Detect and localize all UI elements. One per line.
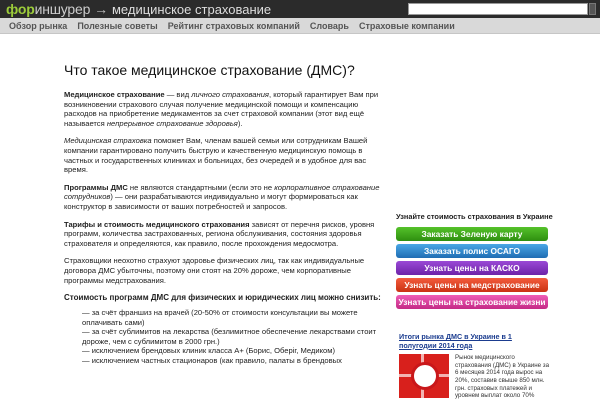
text-fragment: , который гарантирует Вам при возникновении страхового случая получение медицинской помощи и компенсацию расходов на приобретение медикаментов за счет страховой компании (этот вид ещё называется (64, 90, 379, 128)
list-item: — за счёт сублимитов на лекарства (безлимитное обеспечение лекарствами стоит дороже, чем с сублимитом в 2000 грн.) (82, 327, 377, 346)
sidebar-title: Узнайте стоимость страхования в Украине (396, 212, 553, 221)
nav-item-insurer-rating[interactable]: Рейтинг страховых компаний (167, 20, 300, 31)
thumbnail-disc (411, 362, 439, 390)
logo-bold-part: фор (6, 1, 35, 17)
term-personal-insurance: личного страхования (191, 90, 269, 99)
news-thumbnail[interactable] (399, 354, 449, 398)
text-fragment: зависят от перечня рисков, уровня программ, количества застрахованных, региона обслуживания, состояния здоровья страхователя и определяются, как правило, после прохождения медосмотра. (64, 219, 375, 248)
site-tagline: медицинское страхование (111, 1, 272, 17)
term-medical-policy: Медицинская страховка (64, 136, 152, 146)
paragraph-definition (64, 90, 386, 128)
search-input[interactable] (408, 3, 588, 15)
term-continuous-insurance: непрерывное страхование здоровья (106, 118, 238, 128)
news-link[interactable]: Итоги рынка ДМС в Украине в 1 полугодии 2014 года (399, 332, 512, 350)
order-green-card-button[interactable]: Заказать Зеленую карту (396, 227, 548, 241)
search-button[interactable] (589, 3, 596, 15)
top-bar (0, 0, 600, 18)
news-excerpt: Рынок медицинского страхования (ДМС) в Украине за 6 месяцев 2014 года вырос на 20%, составив свыше 850 млн. грн. страховых платежей и уровнем выплат около 70% (455, 354, 550, 400)
logo-rest-part: иншурер (34, 1, 91, 17)
arrow-icon: → (94, 1, 108, 17)
main-nav (0, 18, 600, 34)
paragraph-tariffs (64, 220, 386, 249)
list-item: — исключением частных стационаров (как правило, палаты в брендовых (82, 356, 342, 366)
text-fragment: поможет Вам, членам вашей семьи или сотрудникам Вашей компании гарантировано получить быструю и качественную медицинскую помощь в частных и государственных клиниках и больницах, без очередей и в удобное для вас время. (64, 136, 368, 175)
term-corporate-insurance: корпоративное страхование сотрудников (64, 182, 380, 202)
term-medical-insurance: Медицинское страхование (64, 90, 165, 99)
life-insurance-prices-button[interactable]: Узнать цены на страхование жизни (396, 295, 548, 309)
nav-item-insurance-companies[interactable]: Страховые компании (358, 20, 455, 31)
term-dms-programs: Программы ДМС (64, 182, 128, 192)
medical-insurance-prices-button[interactable]: Узнать цены на медстрахование (396, 278, 548, 292)
cost-reduction-list (82, 308, 386, 366)
order-osago-button[interactable]: Заказать полис ОСАГО (396, 244, 548, 258)
sidebar-cta (396, 212, 553, 312)
text-fragment: не являются стандартными (если это не (127, 182, 275, 192)
paragraph-insurers: Страховщики неохотно страхуют здоровье физических лиц, так как индивидуальные договора ДМС убыточны, поэтому они стоят на 20% дороже, чем корпоративные программы медстрахования. (64, 256, 365, 285)
paragraph-benefits (64, 136, 386, 174)
nav-item-useful-tips[interactable]: Полезные советы (77, 20, 158, 31)
text-fragment: — вид (164, 90, 192, 99)
list-item: — исключением брендовых клиник класса А+ (Борис, Оберіг, Медиком) (82, 346, 335, 356)
news-body (399, 354, 551, 400)
article-content (64, 62, 386, 366)
section-heading-cost-reduction: Стоимость программ ДМС для физических и юридических лиц можно снизить: (64, 293, 381, 303)
text-fragment: ) — они разрабатываются индивидуально и могут формироваться как конструктор в зависимости от ваших потребностей и запросов. (64, 192, 358, 211)
kasko-prices-button[interactable]: Узнать цены на КАСКО (396, 261, 548, 275)
list-item: — за счёт франшиз на врачей (20-50% от стоимости консультации вы можете оплачивать сами) (82, 308, 358, 327)
page-title: Что такое медицинское страхование (ДМС)? (64, 62, 355, 78)
nav-item-dictionary[interactable]: Словарь (309, 20, 349, 31)
news-block (399, 333, 551, 400)
text-fragment: ). (237, 118, 243, 128)
paragraph-programs (64, 183, 386, 212)
term-tariffs: Тарифы и стоимость медицинского страхования (64, 219, 250, 229)
site-logo[interactable] (0, 1, 112, 17)
nav-item-market-overview[interactable]: Обзор рынка (9, 20, 68, 31)
